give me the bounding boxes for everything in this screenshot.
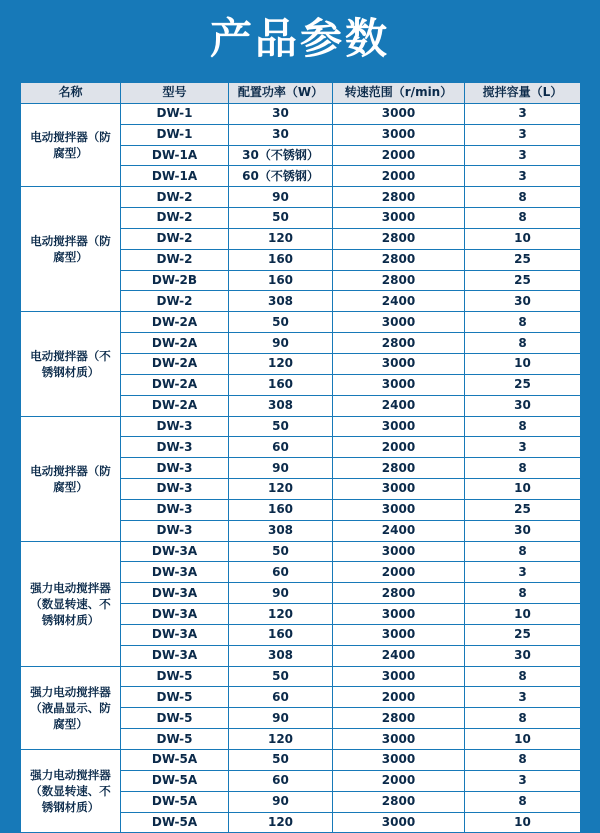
model-cell: DW-5A [121,770,229,791]
header-cell-speed: 转速范围（r/min） [333,83,465,104]
power-cell: 90 [229,333,333,354]
model-cell: DW-3A [121,562,229,583]
capacity-cell: 10 [465,479,581,500]
model-cell: DW-3A [121,624,229,645]
capacity-cell: 8 [465,458,581,479]
power-cell: 308 [229,520,333,541]
model-cell: DW-2 [121,291,229,312]
speed-cell: 2800 [333,708,465,729]
speed-cell: 2800 [333,333,465,354]
speed-cell: 3000 [333,312,465,333]
model-cell: DW-3A [121,604,229,625]
capacity-cell: 10 [465,228,581,249]
capacity-cell: 8 [465,708,581,729]
speed-cell: 3000 [333,416,465,437]
model-cell: DW-2B [121,270,229,291]
power-cell: 160 [229,499,333,520]
capacity-cell: 3 [465,124,581,145]
spec-table [20,82,581,833]
speed-cell: 2800 [333,791,465,812]
power-cell: 120 [229,604,333,625]
power-cell: 120 [229,353,333,374]
speed-cell: 3000 [333,604,465,625]
speed-cell: 2800 [333,228,465,249]
speed-cell: 2000 [333,687,465,708]
model-cell: DW-3 [121,416,229,437]
model-cell: DW-1 [121,124,229,145]
capacity-cell: 10 [465,604,581,625]
power-cell: 90 [229,187,333,208]
capacity-cell: 8 [465,791,581,812]
capacity-cell: 10 [465,812,581,833]
capacity-cell: 3 [465,166,581,187]
model-cell: DW-5 [121,687,229,708]
table-row [21,187,581,208]
model-cell: DW-3 [121,479,229,500]
capacity-cell: 8 [465,750,581,771]
speed-cell: 3000 [333,208,465,229]
capacity-cell: 8 [465,208,581,229]
power-cell: 60（不锈钢） [229,166,333,187]
model-cell: DW-5 [121,708,229,729]
power-cell: 308 [229,395,333,416]
speed-cell: 2400 [333,395,465,416]
power-cell: 50 [229,666,333,687]
model-cell: DW-2A [121,312,229,333]
power-cell: 60 [229,562,333,583]
model-cell: DW-2 [121,249,229,270]
capacity-cell: 8 [465,583,581,604]
model-cell: DW-1 [121,103,229,124]
capacity-cell: 8 [465,666,581,687]
model-cell: DW-2 [121,208,229,229]
speed-cell: 3000 [333,541,465,562]
speed-cell: 3000 [333,729,465,750]
speed-cell: 2400 [333,291,465,312]
power-cell: 120 [229,729,333,750]
product-name-cell: 电动搅拌器（不锈钢材质） [21,312,121,416]
capacity-cell: 25 [465,624,581,645]
speed-cell: 2800 [333,270,465,291]
capacity-cell: 8 [465,187,581,208]
header-cell-name: 名称 [21,83,121,104]
speed-cell: 3000 [333,812,465,833]
product-name-cell: 电动搅拌器（防腐型） [21,103,121,186]
speed-cell: 2000 [333,770,465,791]
power-cell: 90 [229,791,333,812]
capacity-cell: 30 [465,395,581,416]
power-cell: 308 [229,645,333,666]
power-cell: 50 [229,750,333,771]
product-name-cell: 强力电动搅拌器（液晶显示、防腐型） [21,666,121,749]
model-cell: DW-5 [121,666,229,687]
capacity-cell: 25 [465,249,581,270]
capacity-cell: 8 [465,541,581,562]
product-name-cell: 电动搅拌器（防腐型） [21,416,121,541]
table-body [21,103,581,833]
power-cell: 30 [229,124,333,145]
power-cell: 120 [229,812,333,833]
speed-cell: 3000 [333,666,465,687]
power-cell: 50 [229,208,333,229]
capacity-cell: 30 [465,520,581,541]
model-cell: DW-2 [121,187,229,208]
power-cell: 120 [229,479,333,500]
speed-cell: 2000 [333,166,465,187]
speed-cell: 3000 [333,750,465,771]
speed-cell: 3000 [333,124,465,145]
power-cell: 60 [229,687,333,708]
model-cell: DW-5A [121,812,229,833]
model-cell: DW-1A [121,145,229,166]
capacity-cell: 30 [465,291,581,312]
capacity-cell: 3 [465,687,581,708]
speed-cell: 3000 [333,624,465,645]
model-cell: DW-2 [121,228,229,249]
power-cell: 90 [229,708,333,729]
table-row [21,416,581,437]
table-header-row [21,83,581,104]
power-cell: 50 [229,541,333,562]
speed-cell: 3000 [333,479,465,500]
table-row [21,312,581,333]
speed-cell: 2800 [333,249,465,270]
power-cell: 60 [229,770,333,791]
page-title: 产品参数 [209,14,390,63]
speed-cell: 2800 [333,583,465,604]
power-cell: 50 [229,312,333,333]
capacity-cell: 8 [465,312,581,333]
table-row [21,666,581,687]
model-cell: DW-2A [121,374,229,395]
model-cell: DW-2A [121,353,229,374]
model-cell: DW-3 [121,499,229,520]
power-cell: 160 [229,249,333,270]
power-cell: 60 [229,437,333,458]
capacity-cell: 8 [465,416,581,437]
header-cell-model: 型号 [121,83,229,104]
capacity-cell: 3 [465,437,581,458]
power-cell: 160 [229,270,333,291]
product-name-cell: 电动搅拌器（防腐型） [21,187,121,312]
speed-cell: 2000 [333,437,465,458]
speed-cell: 3000 [333,374,465,395]
speed-cell: 2000 [333,145,465,166]
model-cell: DW-5A [121,750,229,771]
model-cell: DW-2A [121,333,229,354]
power-cell: 90 [229,458,333,479]
model-cell: DW-3A [121,541,229,562]
model-cell: DW-5A [121,791,229,812]
capacity-cell: 30 [465,645,581,666]
power-cell: 308 [229,291,333,312]
table-row [21,750,581,771]
model-cell: DW-3A [121,645,229,666]
product-name-cell: 强力电动搅拌器（数显转速、不锈钢材质） [21,750,121,833]
capacity-cell: 10 [465,729,581,750]
speed-cell: 2800 [333,187,465,208]
capacity-cell: 10 [465,353,581,374]
model-cell: DW-2A [121,395,229,416]
power-cell: 160 [229,374,333,395]
speed-cell: 2400 [333,520,465,541]
power-cell: 120 [229,228,333,249]
power-cell: 30 [229,103,333,124]
speed-cell: 2000 [333,562,465,583]
model-cell: DW-3 [121,458,229,479]
capacity-cell: 25 [465,270,581,291]
table-row [21,103,581,124]
capacity-cell: 8 [465,333,581,354]
capacity-cell: 3 [465,103,581,124]
header-cell-power: 配置功率（W） [229,83,333,104]
capacity-cell: 25 [465,374,581,395]
speed-cell: 3000 [333,499,465,520]
speed-cell: 2400 [333,645,465,666]
model-cell: DW-3A [121,583,229,604]
power-cell: 90 [229,583,333,604]
model-cell: DW-1A [121,166,229,187]
power-cell: 50 [229,416,333,437]
power-cell: 160 [229,624,333,645]
capacity-cell: 3 [465,145,581,166]
model-cell: DW-3 [121,437,229,458]
model-cell: DW-3 [121,520,229,541]
capacity-cell: 3 [465,770,581,791]
capacity-cell: 3 [465,562,581,583]
capacity-cell: 25 [465,499,581,520]
product-name-cell: 强力电动搅拌器（数显转速、不锈钢材质） [21,541,121,666]
speed-cell: 3000 [333,353,465,374]
header-cell-capacity: 搅拌容量（L） [465,83,581,104]
table-row [21,541,581,562]
model-cell: DW-5 [121,729,229,750]
speed-cell: 3000 [333,103,465,124]
power-cell: 30（不锈钢） [229,145,333,166]
speed-cell: 2800 [333,458,465,479]
